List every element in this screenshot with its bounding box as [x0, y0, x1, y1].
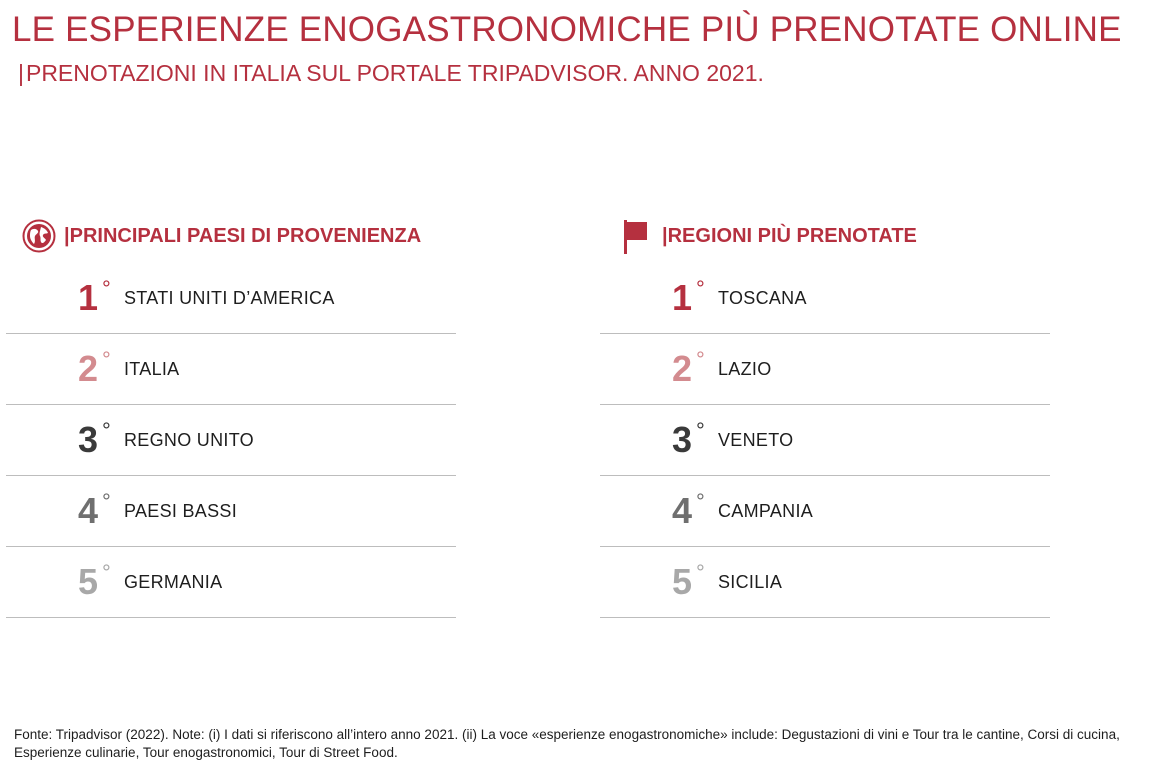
rank-label: REGNO UNITO [124, 429, 254, 450]
regions-heading-text: REGIONI PIÙ PRENOTATE [667, 224, 917, 247]
regions-list [600, 263, 1050, 618]
regions-heading-bar: | [662, 224, 668, 247]
list-item [6, 405, 456, 476]
list-item [6, 334, 456, 405]
source-footnote: Fonte: Tripadvisor (2022). Note: (i) I dati si riferiscono all’intero anno 2021. (ii) La voce «esperienze enogastronomiche» include: Degustazioni di vini e Tour tra le cantine, Corsi di cucina, Esperienze culinarie, Tour enogastronomici, Tour di Street Food. [14, 727, 1120, 760]
rank-number: 3 ° [78, 418, 111, 460]
rank-label: TOSCANA [718, 287, 807, 308]
rank-label: SICILIA [718, 571, 783, 592]
countries-panel [6, 215, 456, 618]
flag-icon [620, 216, 650, 256]
regions-heading [600, 215, 1050, 257]
regions-panel [600, 215, 1050, 618]
rank-number: 3 ° [672, 418, 705, 460]
rank-number: 4 ° [78, 489, 111, 531]
rank-number: 5 ° [672, 560, 705, 602]
page-subtitle [18, 60, 764, 87]
list-item [600, 263, 1050, 334]
list-item [6, 547, 456, 618]
list-item [600, 334, 1050, 405]
list-item [600, 547, 1050, 618]
rank-number: 2 ° [78, 347, 111, 389]
subtitle-text: PRENOTAZIONI IN ITALIA SUL PORTALE TRIPADVISOR. ANNO 2021. [25, 60, 764, 86]
rank-number: 1 ° [672, 276, 705, 318]
countries-heading [6, 215, 456, 257]
countries-heading-text: PRINCIPALI PAESI DI PROVENIENZA [69, 224, 422, 247]
rank-label: LAZIO [718, 358, 772, 379]
list-item [600, 405, 1050, 476]
page-title: LE ESPERIENZE ENOGASTRONOMICHE PIÙ PRENOTATE ONLINE [12, 10, 1122, 49]
countries-heading-bar: | [64, 224, 70, 247]
rank-number: 1 ° [78, 276, 111, 318]
globe-icon [22, 219, 56, 253]
list-item [600, 476, 1050, 547]
rank-label: GERMANIA [124, 571, 223, 592]
rank-label: ITALIA [124, 358, 180, 379]
subtitle-bar: | [18, 60, 24, 86]
rank-number: 2 ° [672, 347, 705, 389]
rank-label: PAESI BASSI [124, 500, 238, 521]
rank-number: 5 ° [78, 560, 111, 602]
rank-label: CAMPANIA [718, 500, 814, 521]
list-item [6, 476, 456, 547]
rank-number: 4 ° [672, 489, 705, 531]
countries-list [6, 263, 456, 618]
rank-label: STATI UNITI D’AMERICA [124, 287, 335, 308]
rank-label: VENETO [718, 429, 794, 450]
list-item [6, 263, 456, 334]
